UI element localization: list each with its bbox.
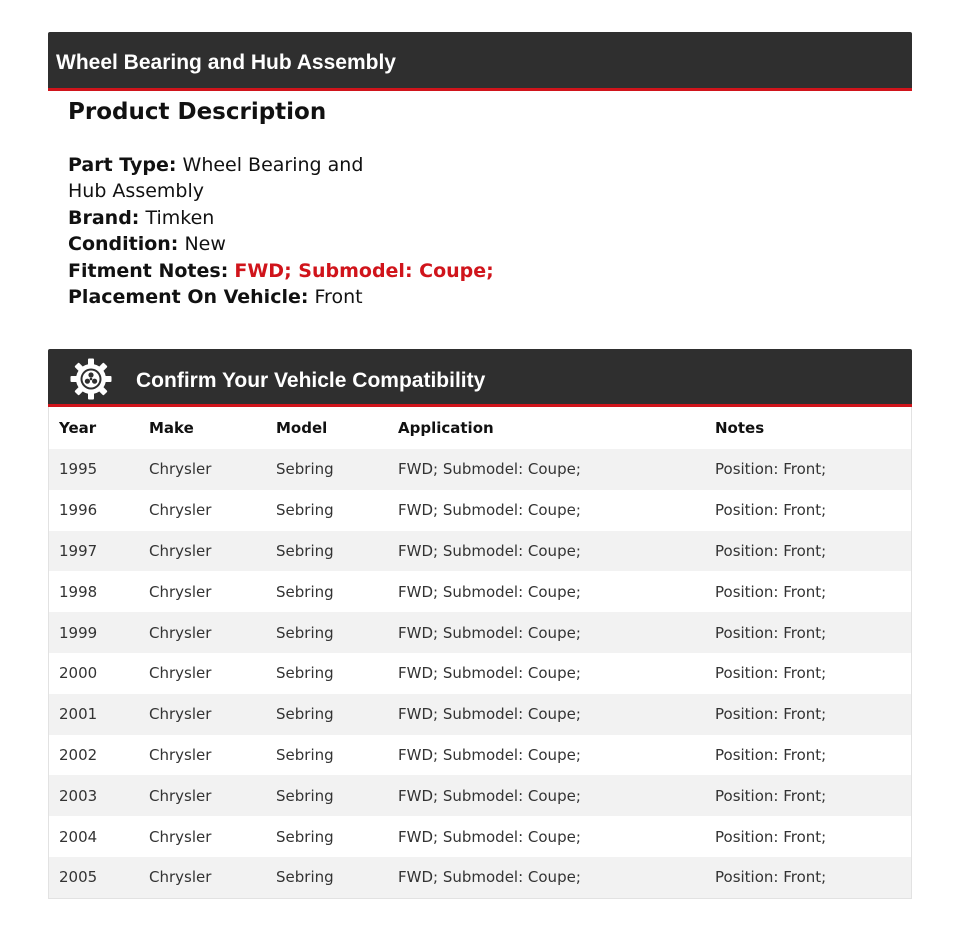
cell-application: FWD; Submodel: Coupe; bbox=[388, 775, 705, 816]
cell-notes: Position: Front; bbox=[705, 775, 911, 816]
cell-notes: Position: Front; bbox=[705, 653, 911, 694]
column-header-make: Make bbox=[149, 419, 194, 437]
compatibility-bar bbox=[48, 349, 912, 407]
cell-notes: Position: Front; bbox=[705, 490, 911, 531]
cell-application: FWD; Submodel: Coupe; bbox=[388, 449, 705, 490]
cell-notes: Position: Front; bbox=[705, 571, 911, 612]
cell-notes: Position: Front; bbox=[705, 857, 911, 898]
spec-value: Timken bbox=[145, 206, 215, 229]
cell-application: FWD; Submodel: Coupe; bbox=[388, 694, 705, 735]
column-header-year: Year bbox=[59, 419, 97, 437]
cell-make: Chrysler bbox=[139, 612, 266, 653]
product-description bbox=[68, 95, 494, 310]
spec-part-type bbox=[68, 152, 398, 205]
spec-value: Wheel Bearing and Hub Assembly bbox=[68, 154, 364, 203]
spec-brand bbox=[68, 205, 468, 231]
cell-year: 1995 bbox=[49, 449, 139, 490]
cell-make: Chrysler bbox=[139, 857, 266, 898]
cell-model: Sebring bbox=[266, 653, 388, 694]
column-header-notes: Notes bbox=[715, 419, 765, 437]
cell-model: Sebring bbox=[266, 571, 388, 612]
cell-notes: Position: Front; bbox=[705, 694, 911, 735]
cell-year: 1996 bbox=[49, 490, 139, 531]
spec-value: Front bbox=[314, 286, 363, 309]
table-row bbox=[49, 490, 911, 531]
cell-year: 2005 bbox=[49, 857, 139, 898]
cell-year: 2001 bbox=[49, 694, 139, 735]
cell-notes: Position: Front; bbox=[705, 735, 911, 776]
spec-list bbox=[68, 152, 494, 310]
spec-label: Fitment Notes: bbox=[68, 259, 229, 282]
cell-application: FWD; Submodel: Coupe; bbox=[388, 571, 705, 612]
cell-application: FWD; Submodel: Coupe; bbox=[388, 857, 705, 898]
description-heading: Product Description bbox=[68, 99, 327, 125]
cell-year: 1997 bbox=[49, 531, 139, 572]
spec-value: FWD; Submodel: Coupe; bbox=[234, 259, 494, 282]
table-row bbox=[49, 612, 911, 653]
cell-make: Chrysler bbox=[139, 653, 266, 694]
table-row bbox=[49, 653, 911, 694]
cell-application: FWD; Submodel: Coupe; bbox=[388, 735, 705, 776]
spec-fitment-notes bbox=[68, 258, 494, 284]
table-row bbox=[49, 775, 911, 816]
cell-year: 1999 bbox=[49, 612, 139, 653]
spec-label: Brand: bbox=[68, 206, 140, 229]
spec-label: Placement On Vehicle: bbox=[68, 286, 309, 309]
cell-notes: Position: Front; bbox=[705, 531, 911, 572]
spec-label: Part Type: bbox=[68, 154, 177, 176]
cell-make: Chrysler bbox=[139, 571, 266, 612]
table-row bbox=[49, 857, 911, 898]
cell-application: FWD; Submodel: Coupe; bbox=[388, 653, 705, 694]
compatibility-table bbox=[48, 407, 912, 899]
table-row bbox=[49, 694, 911, 735]
table-row bbox=[49, 531, 911, 572]
column-header-model: Model bbox=[276, 419, 328, 437]
table-row bbox=[49, 816, 911, 857]
cell-application: FWD; Submodel: Coupe; bbox=[388, 490, 705, 531]
cell-year: 1998 bbox=[49, 571, 139, 612]
cell-notes: Position: Front; bbox=[705, 449, 911, 490]
cell-model: Sebring bbox=[266, 490, 388, 531]
cell-make: Chrysler bbox=[139, 775, 266, 816]
cell-make: Chrysler bbox=[139, 531, 266, 572]
cell-model: Sebring bbox=[266, 612, 388, 653]
spec-value: New bbox=[184, 233, 226, 256]
cell-model: Sebring bbox=[266, 775, 388, 816]
spec-label: Condition: bbox=[68, 233, 179, 256]
cell-year: 2003 bbox=[49, 775, 139, 816]
cell-year: 2004 bbox=[49, 816, 139, 857]
cell-model: Sebring bbox=[266, 816, 388, 857]
cell-application: FWD; Submodel: Coupe; bbox=[388, 531, 705, 572]
cell-model: Sebring bbox=[266, 531, 388, 572]
spec-placement bbox=[68, 284, 468, 310]
cell-model: Sebring bbox=[266, 694, 388, 735]
table-row bbox=[49, 571, 911, 612]
compatibility-title: Confirm Your Vehicle Compatibility bbox=[136, 369, 486, 392]
cell-year: 2002 bbox=[49, 735, 139, 776]
table-row bbox=[49, 449, 911, 490]
cell-model: Sebring bbox=[266, 735, 388, 776]
cell-application: FWD; Submodel: Coupe; bbox=[388, 816, 705, 857]
column-header-application: Application bbox=[398, 419, 494, 437]
cell-model: Sebring bbox=[266, 857, 388, 898]
cell-year: 2000 bbox=[49, 653, 139, 694]
spec-condition bbox=[68, 231, 468, 257]
cell-notes: Position: Front; bbox=[705, 816, 911, 857]
table-row bbox=[49, 735, 911, 776]
cell-application: FWD; Submodel: Coupe; bbox=[388, 612, 705, 653]
gear-icon bbox=[69, 357, 113, 401]
cell-model: Sebring bbox=[266, 449, 388, 490]
product-title: Wheel Bearing and Hub Assembly bbox=[56, 51, 396, 74]
cell-make: Chrysler bbox=[139, 449, 266, 490]
table-header-row bbox=[49, 407, 911, 449]
cell-notes: Position: Front; bbox=[705, 612, 911, 653]
cell-make: Chrysler bbox=[139, 490, 266, 531]
cell-make: Chrysler bbox=[139, 816, 266, 857]
cell-make: Chrysler bbox=[139, 694, 266, 735]
cell-make: Chrysler bbox=[139, 735, 266, 776]
product-title-bar bbox=[48, 32, 912, 91]
